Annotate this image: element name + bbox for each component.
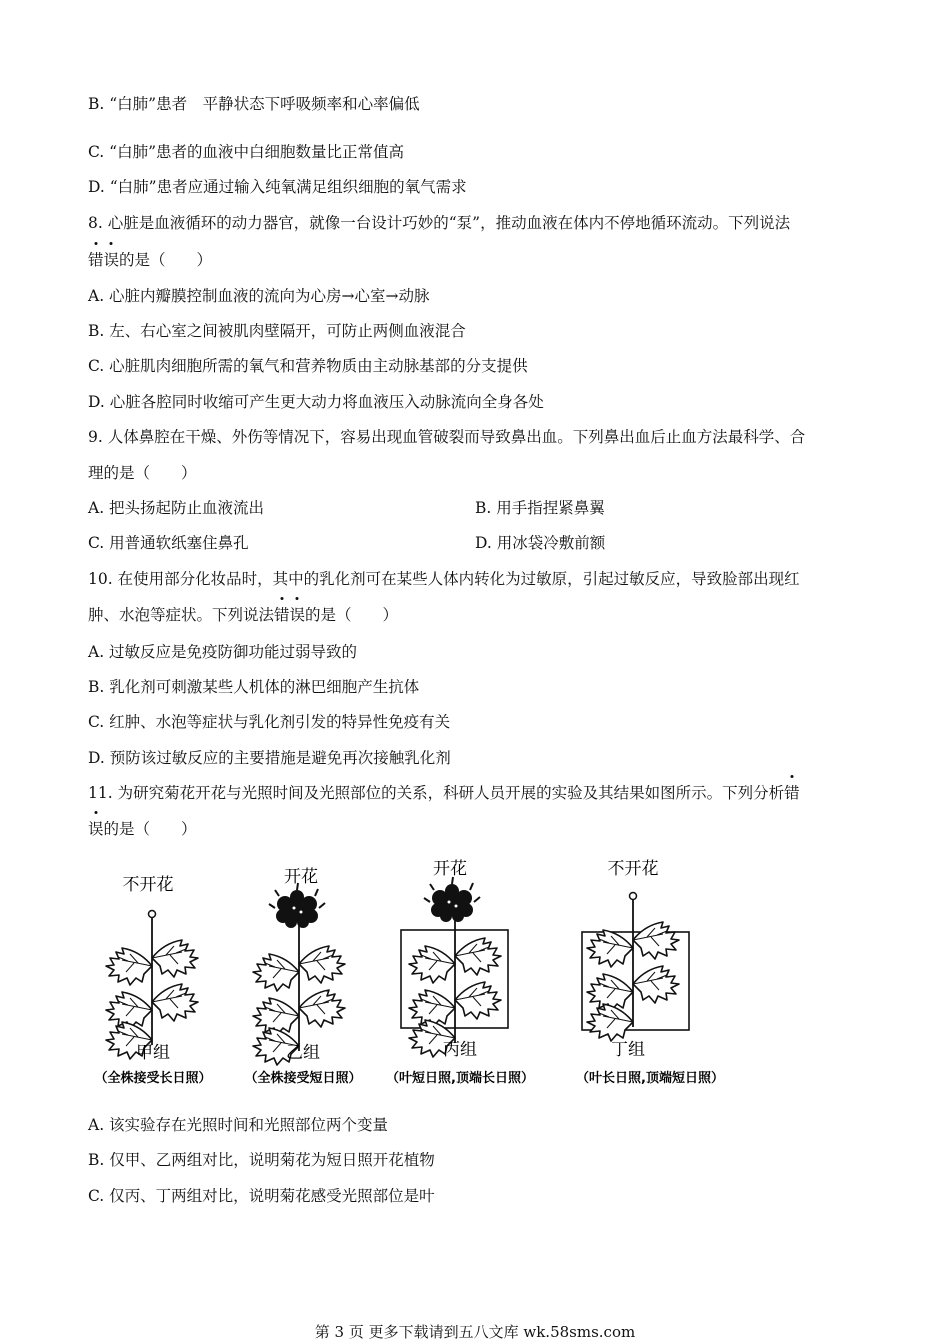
flower-icon (269, 883, 325, 928)
q10-stem-line2 (88, 604, 398, 626)
q11-stem-line2 (88, 818, 197, 840)
q8-option-a: A. 心脏内瓣膜控制血液的流向为心房→心室→动脉 (88, 287, 430, 305)
group-c-plant (386, 859, 534, 1086)
q10-stem-tail: 的是（ ） (305, 606, 399, 624)
q9-option-d: D. 用冰袋冷敷前额 (475, 534, 606, 552)
q10-emphasis-char: 错 (274, 606, 290, 624)
q8-stem-tail: 的是（ ） (119, 251, 213, 269)
q10-option-c: C. 红肿、水泡等症状与乳化剂引发的特异性免疫有关 (88, 713, 451, 731)
q8-stem-line1: 8. 心脏是血液循环的动力器官，就像一台设计巧妙的“泵”，推动血液在体内不停地循环流动。下列说法 (88, 214, 791, 232)
group-d-plant (576, 859, 724, 1086)
q11-stem-line1 (88, 782, 800, 804)
page-footer: 第 3 页 更多下载请到五八文库 wk.58sms.com (314, 1323, 636, 1341)
group-c-result: 开花 (433, 859, 467, 879)
q10-emphasis-char: 误 (289, 606, 306, 624)
flower-icon (424, 877, 480, 922)
group-a-plant (94, 875, 211, 1086)
q9-option-b: B. 用手指捏紧鼻翼 (475, 499, 605, 517)
q11-emphasis-char: 误 (88, 820, 104, 838)
group-b-name: 乙组 (286, 1043, 320, 1063)
q11-emphasis-char: 错 (784, 784, 800, 802)
q7-option-c: C. “白肺”患者的血液中白细胞数量比正常值高 (88, 143, 405, 161)
q8-option-c: C. 心脏肌肉细胞所需的氧气和营养物质由主动脉基部的分支提供 (88, 357, 528, 375)
group-d-name: 丁组 (611, 1040, 645, 1060)
q9-stem-line2: 理的是（ ） (88, 464, 197, 482)
group-c-condition: （叶短日照,顶端长日照） (386, 1071, 534, 1086)
group-d-condition: （叶长日照,顶端短日照） (576, 1071, 724, 1086)
group-d-result: 不开花 (607, 859, 659, 879)
q10-stem-head: 肿、水泡等症状。下列说法 (88, 606, 275, 624)
q11-stem-head: 11. 为研究菊花开花与光照时间及光照部位的关系，科研人员开展的实验及其结果如图所示。下列分析 (88, 784, 785, 802)
chrysanthemum-experiment-figure (85, 852, 765, 1097)
group-b-result: 开花 (284, 867, 318, 887)
q10-option-b: B. 乳化剂可刺激某些人机体的淋巴细胞产生抗体 (88, 678, 420, 696)
group-a-condition: （全株接受长日照） (94, 1071, 212, 1086)
q7-option-b: B. “白肺”患者 平静状态下呼吸频率和心率偏低 (88, 95, 420, 113)
q8-option-d: D. 心脏各腔同时收缩可产生更大动力将血液压入动脉流向全身各处 (88, 393, 544, 411)
q8-stem-line2 (88, 249, 212, 271)
group-b-condition: （全株接受短日照） (244, 1071, 362, 1086)
q11-option-a: A. 该实验存在光照时间和光照部位两个变量 (88, 1116, 389, 1134)
q11-option-c: C. 仅丙、丁两组对比，说明菊花感受光照部位是叶 (88, 1187, 435, 1205)
group-c-name: 丙组 (443, 1040, 477, 1060)
q10-option-a: A. 过敏反应是免疫防御功能过弱导致的 (88, 643, 358, 661)
q8-emphasis-char: 错 (88, 251, 104, 269)
q8-emphasis-char: 误 (103, 251, 120, 269)
q8-option-b: B. 左、右心室之间被肌肉壁隔开，可防止两侧血液混合 (88, 322, 466, 340)
q9-option-c: C. 用普通软纸塞住鼻孔 (88, 534, 249, 552)
q7-option-d: D. “白肺”患者应通过输入纯氧满足组织细胞的氧气需求 (88, 178, 467, 196)
q10-option-d: D. 预防该过敏反应的主要措施是避免再次接触乳化剂 (88, 749, 451, 767)
q11-stem-tail: 的是（ ） (103, 820, 197, 838)
group-a-result: 不开花 (122, 875, 174, 895)
q9-option-a: A. 把头扬起防止血液流出 (88, 499, 265, 517)
q11-option-b: B. 仅甲、乙两组对比，说明菊花为短日照开花植物 (88, 1151, 435, 1169)
q10-stem-line1: 10. 在使用部分化妆品时，其中的乳化剂可在某些人体内转化为过敏原，引起过敏反应，导致脸部出现红 (88, 570, 800, 588)
q9-stem-line1: 9. 人体鼻腔在干燥、外伤等情况下，容易出现血管破裂而导致鼻出血。下列鼻出血后止血方法最科学、合 (88, 428, 806, 446)
group-b-plant (244, 867, 361, 1086)
group-a-name: 甲组 (136, 1043, 170, 1063)
